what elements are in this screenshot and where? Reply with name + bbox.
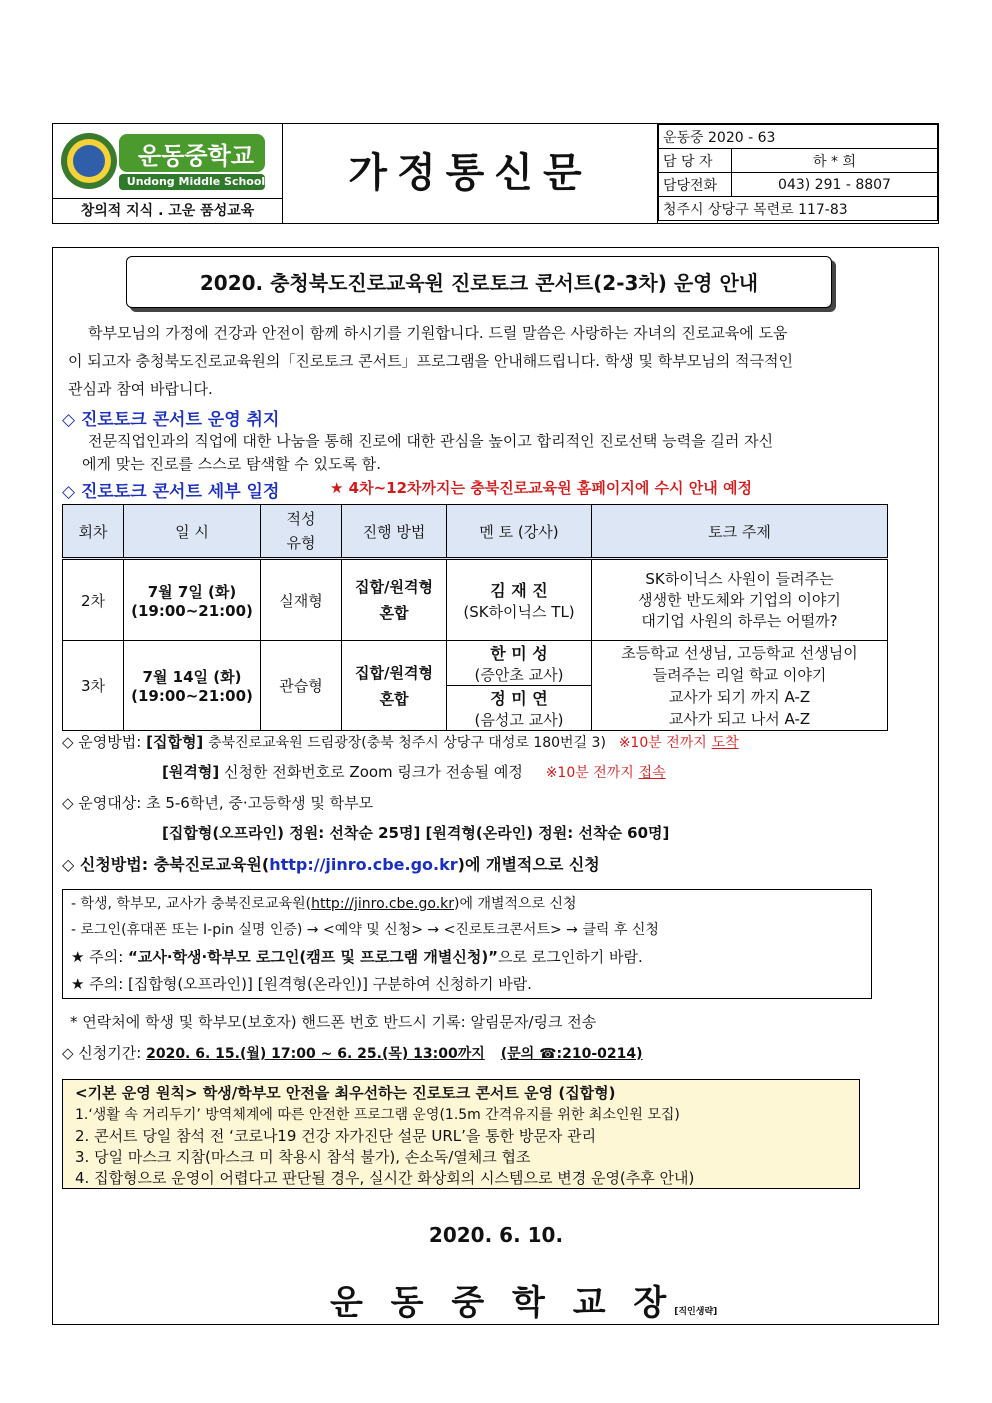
row-method [342, 641, 447, 731]
principle-item: 4. 집합형으로 운영이 어렵다고 판단될 경우, 실시간 화상회의 시스템으로 변경 운영(추후 안내) [75, 1169, 695, 1187]
offline-note-arrive: 도착 [711, 735, 739, 751]
apply-instructions-box [62, 889, 872, 999]
mentor-name: 한 미 성 [490, 644, 548, 663]
row-topic [592, 641, 888, 731]
row-date: 7월 14일 (화) [142, 668, 242, 686]
online-info: 신청한 전화번호로 Zoom 링크가 전송될 예정 [223, 763, 523, 781]
row-datetime [124, 641, 261, 731]
row-date: 7월 7일 (화) [147, 582, 237, 601]
operation-offline-line [62, 731, 739, 755]
purpose-line-1: 전문직업인과의 직업에 대한 나눔을 통해 진로에 대한 관심을 높이고 합리적인 진로선택 능력을 길러 자신 [88, 432, 774, 450]
row-time: (19:00~21:00) [131, 601, 253, 620]
col-method: 진행 방법 [342, 505, 447, 559]
signature-block [330, 1275, 717, 1324]
document-title: 가정통신문 [283, 124, 658, 223]
warning-prefix: ★ 주의: [71, 948, 129, 966]
row-time: (19:00~21:00) [131, 687, 253, 705]
intro-line-3: 관심과 참여 바랍니다. [68, 380, 213, 398]
online-tag: [원격형] [162, 763, 220, 781]
apply-period-line [62, 1042, 643, 1066]
apply-step-1 [71, 893, 577, 913]
phone-label: 담당전화 [659, 173, 732, 197]
offline-tag: [집합형] [146, 733, 204, 751]
warning-login-type: “교사·학생·학부모 로그인(캠프 및 프로그램 개별신청)” [128, 948, 499, 966]
row-method-1: 집합/원격형 [355, 663, 433, 682]
offline-location: 충북진로교육원 드림광장(충북 청주시 상당구 대성로 180번길 3) [208, 735, 606, 751]
apply-warning-1 [71, 946, 643, 967]
manager-name: 하 * 희 [732, 149, 938, 173]
apply-step-1-text: - 학생, 학부모, 교사가 충북진로교육원( [71, 896, 312, 912]
operation-online-line [162, 761, 666, 785]
table-row [63, 559, 888, 641]
logo-text: 운동중학교 [138, 142, 254, 170]
row-mentor [447, 559, 592, 641]
school-logo-cell [53, 124, 283, 198]
apply-step-2: - 로그인(휴대폰 또는 I-pin 실명 인증) → <예약 및 신청> → <진로토크콘서트> → 클릭 후 신청 [71, 922, 659, 938]
school-motto: 창의적 지식 . 고운 품성교육 [53, 198, 283, 223]
notice-banner: 2020. 충청북도진로교육원 진로토크 콘서트(2-3차) 운영 안내 [126, 256, 832, 308]
mentor-org: (증안초 교사) [474, 666, 564, 684]
section-purpose-title: ◇ 진로토크 콘서트 운영 취지 [62, 410, 280, 430]
row-method-2: 혼합 [379, 689, 409, 708]
issue-date: 2020. 6. 10. [428, 1223, 564, 1247]
table-row [63, 641, 888, 686]
topic-line: SK하이닉스 사원이 들려주는 [645, 569, 834, 588]
intro-line-1: 학부모님의 가정에 건강과 안전이 함께 하시기를 기원합니다. 드릴 말씀은 사랑하는 자녀의 진로교육에 도움 [88, 324, 788, 342]
period-value: 2020. 6. 15.(월) 17:00 ~ 6. 25.(목) 13:00까지 [146, 1046, 485, 1062]
row-round: 2차 [63, 559, 124, 641]
topic-line: 대기업 사원의 하루는 어떨까? [641, 611, 838, 630]
apply-method-line [62, 853, 600, 876]
online-note-connect: 접속 [638, 765, 666, 781]
row-method [342, 559, 447, 641]
topic-line: 초등학교 선생님, 고등학교 선생님이 [621, 643, 858, 662]
intro-line-2: 이 되고자 충청북도진로교육원의「진로토크 콘서트」프로그램을 안내해드립니다. 학생 및 학부모님의 적극적인 [68, 352, 793, 370]
row-mentor [447, 686, 592, 731]
logo-subtext: Undong Middle School [126, 175, 266, 188]
mentor-name: 정 미 연 [490, 689, 548, 708]
document-number: 운동중 2020 - 63 [659, 125, 938, 149]
period-contact: (문의 ☎:210-0214) [500, 1046, 643, 1062]
operation-label: ◇ 운영방법: [62, 733, 142, 751]
apply-step-1-suffix: )에 개별적으로 신청 [454, 896, 577, 912]
principle-item: 1.‘생활 속 거리두기’ 방역체계에 따른 안전한 프로그램 운영(1.5m 간격유지를 위한 최소인원 모집) [75, 1107, 680, 1123]
target-line: ◇ 운영대상: 초 5-6학년, 중·고등학생 및 학부모 [62, 794, 374, 812]
row-aptitude: 실재형 [261, 559, 342, 641]
topic-line: 교사가 되기 까지 A-Z [668, 687, 811, 706]
manager-label: 담 당 자 [659, 149, 732, 173]
row-round: 3차 [63, 641, 124, 731]
schedule-note: ★ 4차~12차까지는 충북진로교육원 홈페이지에 수시 안내 예정 [330, 479, 752, 497]
warning-suffix: 으로 로그인하기 바람. [498, 948, 643, 966]
principal-signature: 운 동 중 학 교 장 [330, 1283, 675, 1323]
principles-box [62, 1079, 860, 1189]
mentor-name: 김 재 진 [490, 581, 548, 600]
mentor-org: (음성고 교사) [474, 711, 564, 729]
table-header-row [63, 505, 888, 559]
row-aptitude: 관습형 [261, 641, 342, 731]
apply-prefix: ◇ 신청방법: 충북진로교육원( [62, 855, 270, 874]
schedule-table [62, 504, 888, 731]
row-datetime [124, 559, 261, 641]
principles-title: <기본 운영 원칙> 학생/학부모 안전을 최우선하는 진로토크 콘서트 운영 (집합형) [75, 1084, 616, 1102]
col-aptitude: 적성 유형 [261, 505, 342, 559]
apply-box-url-link[interactable]: http://jinro.cbe.go.kr [311, 896, 455, 912]
col-datetime: 일 시 [124, 505, 261, 559]
contact-note: * 연락처에 학생 및 학부모(보호자) 핸드폰 번호 반드시 기록: 알림문자/링크 전송 [70, 1013, 597, 1031]
topic-line: 생생한 반도체와 기업의 이야기 [638, 590, 841, 609]
col-round: 회차 [63, 505, 124, 559]
row-method-2: 혼합 [379, 604, 409, 622]
offline-note: ※10분 전까지 [618, 735, 707, 751]
topic-line: 교사가 되고 나서 A-Z [668, 709, 811, 728]
capacity-line: [집합형(오프라인) 정원: 선착순 25명] [원격형(온라인) 정원: 선착순 60명] [162, 824, 670, 842]
letter-header [52, 123, 939, 224]
apply-suffix: )에 개별적으로 신청 [457, 855, 600, 874]
apply-url-link[interactable]: http://jinro.cbe.go.kr [269, 855, 458, 874]
row-topic [592, 559, 888, 641]
phone-number: 043) 291 - 8807 [732, 173, 938, 197]
row-mentor [447, 641, 592, 686]
principle-item: 3. 당일 마스크 지참(마스크 미 착용시 참석 불가), 손소독/열체크 협조 [75, 1148, 531, 1166]
col-topic: 토크 주제 [592, 505, 888, 559]
school-address: 청주시 상당구 목련로 117-83 [659, 197, 938, 221]
mentor-org: (SK하이닉스 TL) [463, 603, 575, 621]
row-method-1: 집합/원격형 [355, 578, 433, 596]
purpose-line-2: 에게 맞는 진로를 스스로 탐색할 수 있도록 함. [82, 455, 381, 473]
period-label: ◇ 신청기간: [62, 1044, 147, 1062]
seal-omitted: [직인생략] [674, 1307, 718, 1317]
online-note: ※10분 전까지 [545, 765, 634, 781]
principle-item: 2. 콘서트 당일 참석 전 ‘코로나19 건강 자가진단 설문 URL’을 통한 방문자 관리 [75, 1127, 597, 1145]
col-mentor: 멘 토 (강사) [447, 505, 592, 559]
section-schedule-title: ◇ 진로토크 콘서트 세부 일정 [62, 482, 280, 502]
apply-warning-2: ★ 주의: [집합형(오프라인)] [원격형(온라인)] 구분하여 신청하기 바람. [71, 975, 532, 993]
document-info-table [658, 124, 938, 221]
topic-line: 들려주는 리얼 학교 이야기 [652, 665, 827, 684]
